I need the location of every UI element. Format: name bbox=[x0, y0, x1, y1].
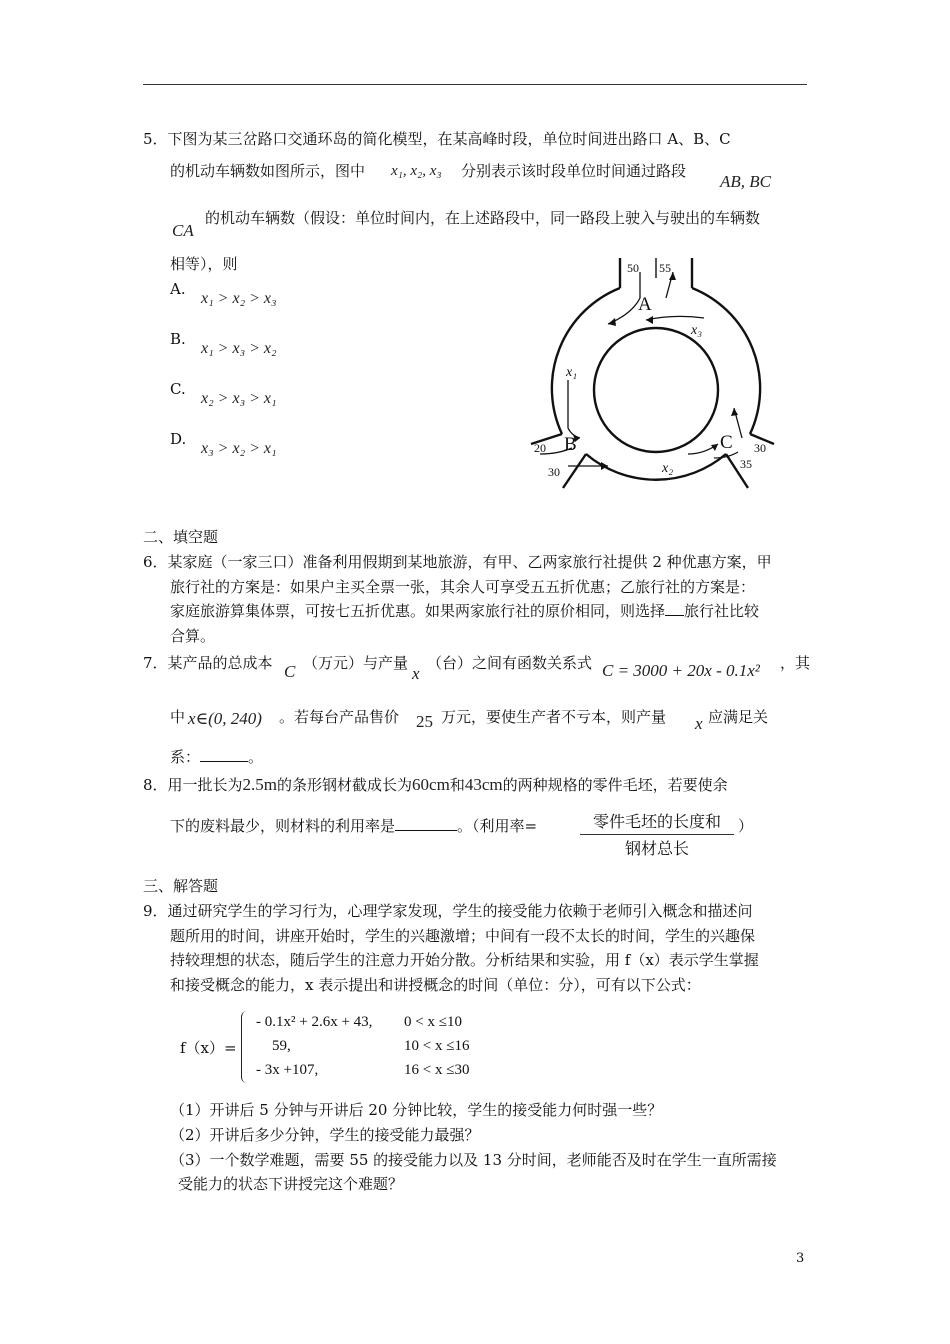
q7-line1b: （万元）与产量 bbox=[303, 654, 409, 672]
inner-island bbox=[594, 328, 718, 452]
q8-close: ） bbox=[738, 817, 754, 835]
q8-frac-numerator: 零件毛坯的长度和 bbox=[580, 809, 734, 835]
q7-line2c: 万元，要使生产者不亏本，则产量 bbox=[441, 708, 667, 726]
page-number: 3 bbox=[796, 1251, 805, 1266]
case-1-cond: 0 < x ≤10 bbox=[404, 1014, 462, 1030]
roundabout-diagram bbox=[528, 258, 778, 498]
case-2-expr: 59, bbox=[272, 1038, 291, 1054]
option-c-label: C. bbox=[170, 380, 186, 398]
outer-arc-left bbox=[552, 288, 620, 434]
node-b: B bbox=[564, 434, 577, 455]
arrow-a-in bbox=[608, 272, 640, 324]
flow-30-c: 30 bbox=[754, 441, 766, 455]
q5-line4: 相等），则 bbox=[170, 255, 238, 273]
q6-line2: 旅行社的方案是：如果户主买全票一张，其余人可享受五五折优惠；乙旅行社的方案是： bbox=[170, 578, 756, 596]
q7-line3: 系： 。 bbox=[170, 748, 264, 766]
flow-35: 35 bbox=[740, 457, 752, 471]
q9-fx: f（x）= bbox=[180, 1039, 237, 1057]
q9-line4: 和接受概念的能力，x 表示提出和讲授概念的时间（单位：分），可有以下公式： bbox=[170, 976, 701, 994]
option-d-label: D. bbox=[170, 430, 187, 448]
q7-var-x: x bbox=[412, 664, 420, 683]
label-x2: x₂ bbox=[662, 461, 674, 476]
q7-var-c: C bbox=[284, 662, 296, 681]
case-1-expr: - 0.1x² + 2.6x + 43, bbox=[256, 1014, 373, 1030]
q6-blank bbox=[665, 615, 684, 616]
case-2-cond: 10 < x ≤16 bbox=[404, 1038, 470, 1054]
q7-var-x2: x bbox=[695, 714, 703, 733]
q8-line2: 下的废料最少，则材料的利用率是 。（利用率= bbox=[170, 817, 538, 835]
q7-line1d: ，其 bbox=[780, 654, 811, 672]
q7-line1c: （台）之间有函数关系式 bbox=[427, 654, 593, 672]
arrowhead-7 bbox=[731, 408, 738, 416]
label-x3: x₃ bbox=[691, 323, 703, 338]
q9-sub3a: （3）一个数学难题，需要 55 的接受能力以及 13 分时间，老师能否及时在学生一直所需接 bbox=[170, 1151, 777, 1169]
road-b-bottom bbox=[563, 454, 586, 488]
q7-line2d: 应满足关 bbox=[708, 708, 769, 726]
q5-arc-ca: CA bbox=[172, 221, 194, 240]
q5-line3: 的机动车辆数（假设：单位时间内，在上述路段中，同一路段上驶入与驶出的车辆数 bbox=[205, 209, 761, 227]
outer-arc-right bbox=[692, 288, 760, 434]
option-a-text: x₁ > x₂ > x₃ bbox=[201, 290, 277, 307]
q7-price: 25 bbox=[416, 712, 433, 731]
piecewise-brace bbox=[241, 1011, 254, 1083]
header-rule bbox=[143, 84, 807, 85]
flow-20: 20 bbox=[534, 441, 546, 455]
option-c-text: x₂ > x₃ > x₁ bbox=[201, 390, 277, 407]
q5-line2b: 分别表示该时段单位时间通过路段 bbox=[461, 162, 687, 180]
q5-arcs: AB, BC bbox=[720, 172, 771, 191]
q5-vars: x₁, x₂, x₃ bbox=[391, 163, 442, 179]
q5-line2a: 的机动车辆数如图所示，图中 bbox=[170, 162, 366, 180]
q7-line2a: 中 bbox=[170, 708, 186, 726]
node-c: C bbox=[720, 432, 733, 453]
case-3-expr: - 3x +107, bbox=[256, 1062, 319, 1078]
q7-domain: x∈(0, 240) bbox=[188, 709, 262, 728]
arrow-x3 bbox=[646, 316, 704, 320]
q6-line1: 6．某家庭（一家三口）准备利用假期到某地旅游，有甲、乙两家旅行社提供 2 种优惠方案，甲 bbox=[143, 553, 772, 571]
option-b-text: x₁ > x₃ > x₂ bbox=[201, 340, 277, 357]
q7-line1a: 7．某产品的总成本 bbox=[143, 654, 273, 672]
q8-frac-denominator: 钢材总长 bbox=[624, 839, 689, 858]
section-3-title: 三、解答题 bbox=[143, 877, 219, 895]
flow-55: 55 bbox=[659, 261, 671, 275]
option-b-label: B. bbox=[170, 330, 186, 348]
q9-line1: 9．通过研究学生的学习行为，心理学家发现，学生的接受能力依赖于老师引入概念和描述问 bbox=[143, 902, 753, 920]
flow-50: 50 bbox=[627, 261, 639, 275]
q8-line1: 8．用一批长为2.5m的条形钢材截成长为60cm和43cm的两种规格的零件毛坯，若要使余 bbox=[143, 775, 728, 794]
q7-blank bbox=[200, 761, 248, 762]
flow-30-b: 30 bbox=[548, 465, 560, 479]
q6-line4: 合算。 bbox=[170, 627, 216, 645]
option-d-text: x₃ > x₂ > x₁ bbox=[201, 440, 277, 457]
option-a-label: A. bbox=[170, 280, 186, 298]
arrowhead-3 bbox=[646, 316, 653, 324]
q7-formula: C = 3000 + 20x - 0.1x² bbox=[602, 661, 760, 680]
outer-arc-bottom bbox=[586, 454, 726, 480]
q9-sub3b: 受能力的状态下讲授完这个难题？ bbox=[178, 1175, 404, 1193]
q9-line3: 持较理想的状态，随后学生的注意力开始分散。分析结果和实验，用 f（x）表示学生掌握 bbox=[170, 951, 759, 969]
q9-sub1: （1）开讲后 5 分钟与开讲后 20 分钟比较，学生的接受能力何时强一些？ bbox=[170, 1101, 663, 1119]
q8-blank bbox=[395, 830, 457, 831]
arrow-x1 bbox=[568, 380, 580, 438]
section-2-title: 二、填空题 bbox=[143, 528, 219, 546]
q7-line2b: 。若每台产品售价 bbox=[279, 708, 400, 726]
label-x1: x₁ bbox=[566, 365, 578, 380]
q6-line3: 家庭旅游算集体票，可按七五折优惠。如果两家旅行社的原价相同，则选择 旅行社比较 bbox=[170, 602, 760, 620]
node-a: A bbox=[638, 294, 652, 315]
q5-line1: 5．下图为某三岔路口交通环岛的简化模型，在某高峰时段，单位时间进出路口 A、B、C bbox=[143, 130, 731, 148]
q9-sub2: （2）开讲后多少分钟，学生的接受能力最强？ bbox=[170, 1126, 480, 1144]
arrowhead-1 bbox=[608, 318, 616, 326]
case-3-cond: 16 < x ≤30 bbox=[404, 1062, 470, 1078]
q9-line2: 题所用的时间，讲座开始时，学生的兴趣激增；中间有一段不太长的时间，学生的兴趣保 bbox=[170, 927, 756, 945]
